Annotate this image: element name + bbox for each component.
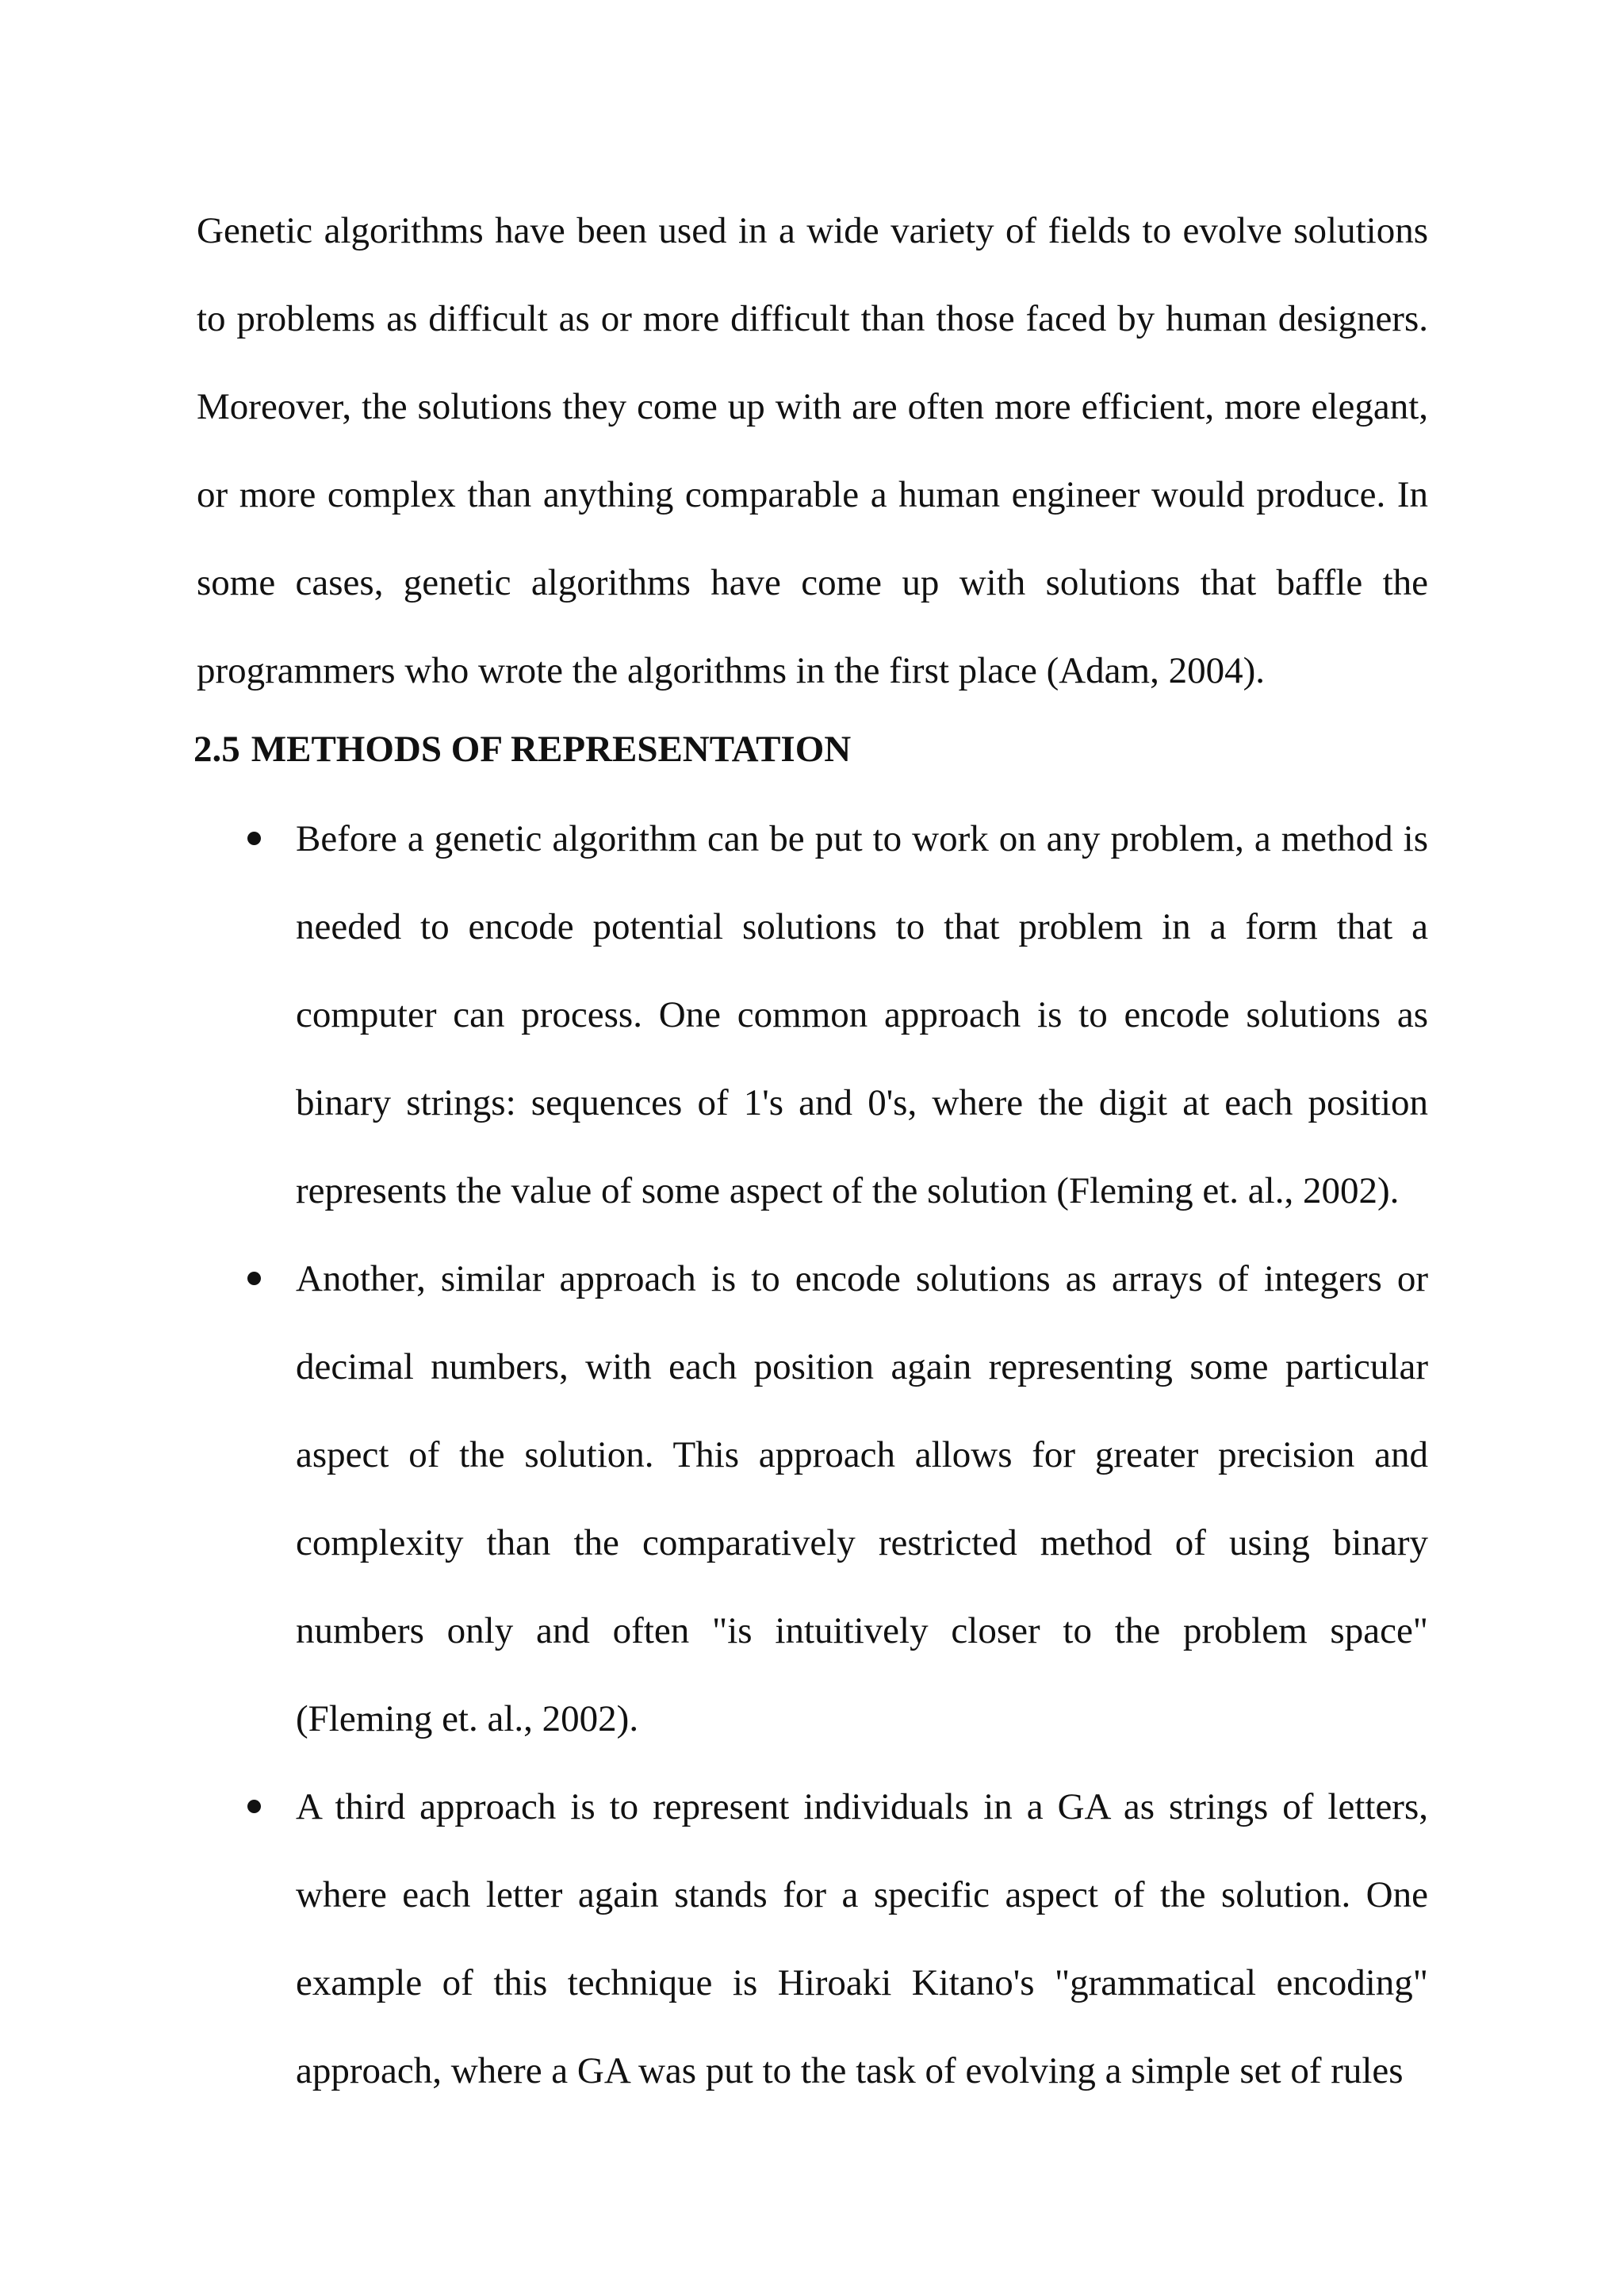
bullet-icon [247, 832, 261, 845]
bullet-text: A third approach is to represent individuals in a GA as strings of letters, where each letter again stands for a specific aspect of the solution. One example of this technique is Hiroaki Kitano's "grammatical encoding" approach, where a GA was put to the task of evolving a simple set of rules [296, 1786, 1428, 2091]
list-item [0, 1763, 1624, 2115]
intro-paragraph: Genetic algorithms have been used in a wide variety of fields to evolve solutions to problems as difficult as or more difficult than those faced by human designers. Moreover, the solutions they come up with are often more efficient, more elegant, or more complex than anything comparable a human engineer would produce. In some cases, genetic algorithms have come up with solutions that baffle the programmers who wrote the algorithms in the first place (Adam, 2004). [197, 210, 1428, 691]
section-number: 2.5 [193, 729, 240, 770]
section-title: METHODS OF REPRESENTATION [251, 729, 852, 770]
list-item [0, 1235, 1624, 1763]
bullet-text: Before a genetic algorithm can be put to work on any problem, a method is needed to encode potential solutions to that problem in a form that a computer can process. One common approach is to encode solutions as binary strings: sequences of 1's and 0's, where the digit at each position represents the value of some aspect of the solution (Fleming et. al., 2002). [296, 818, 1428, 1211]
section-heading [193, 714, 851, 785]
bullet-text: Another, similar approach is to encode solutions as arrays of integers or decimal numbers, with each position again representing some particular aspect of the solution. This approach allows for greater precision and complexity than the comparatively restricted method of using binary numbers only and often "is intuitively closer to the problem space" (Fleming et. al., 2002). [296, 1258, 1428, 1739]
bullet-icon [247, 1800, 261, 1813]
bullet-list [0, 795, 1624, 2115]
bullet-icon [247, 1272, 261, 1285]
list-item [0, 795, 1624, 1235]
